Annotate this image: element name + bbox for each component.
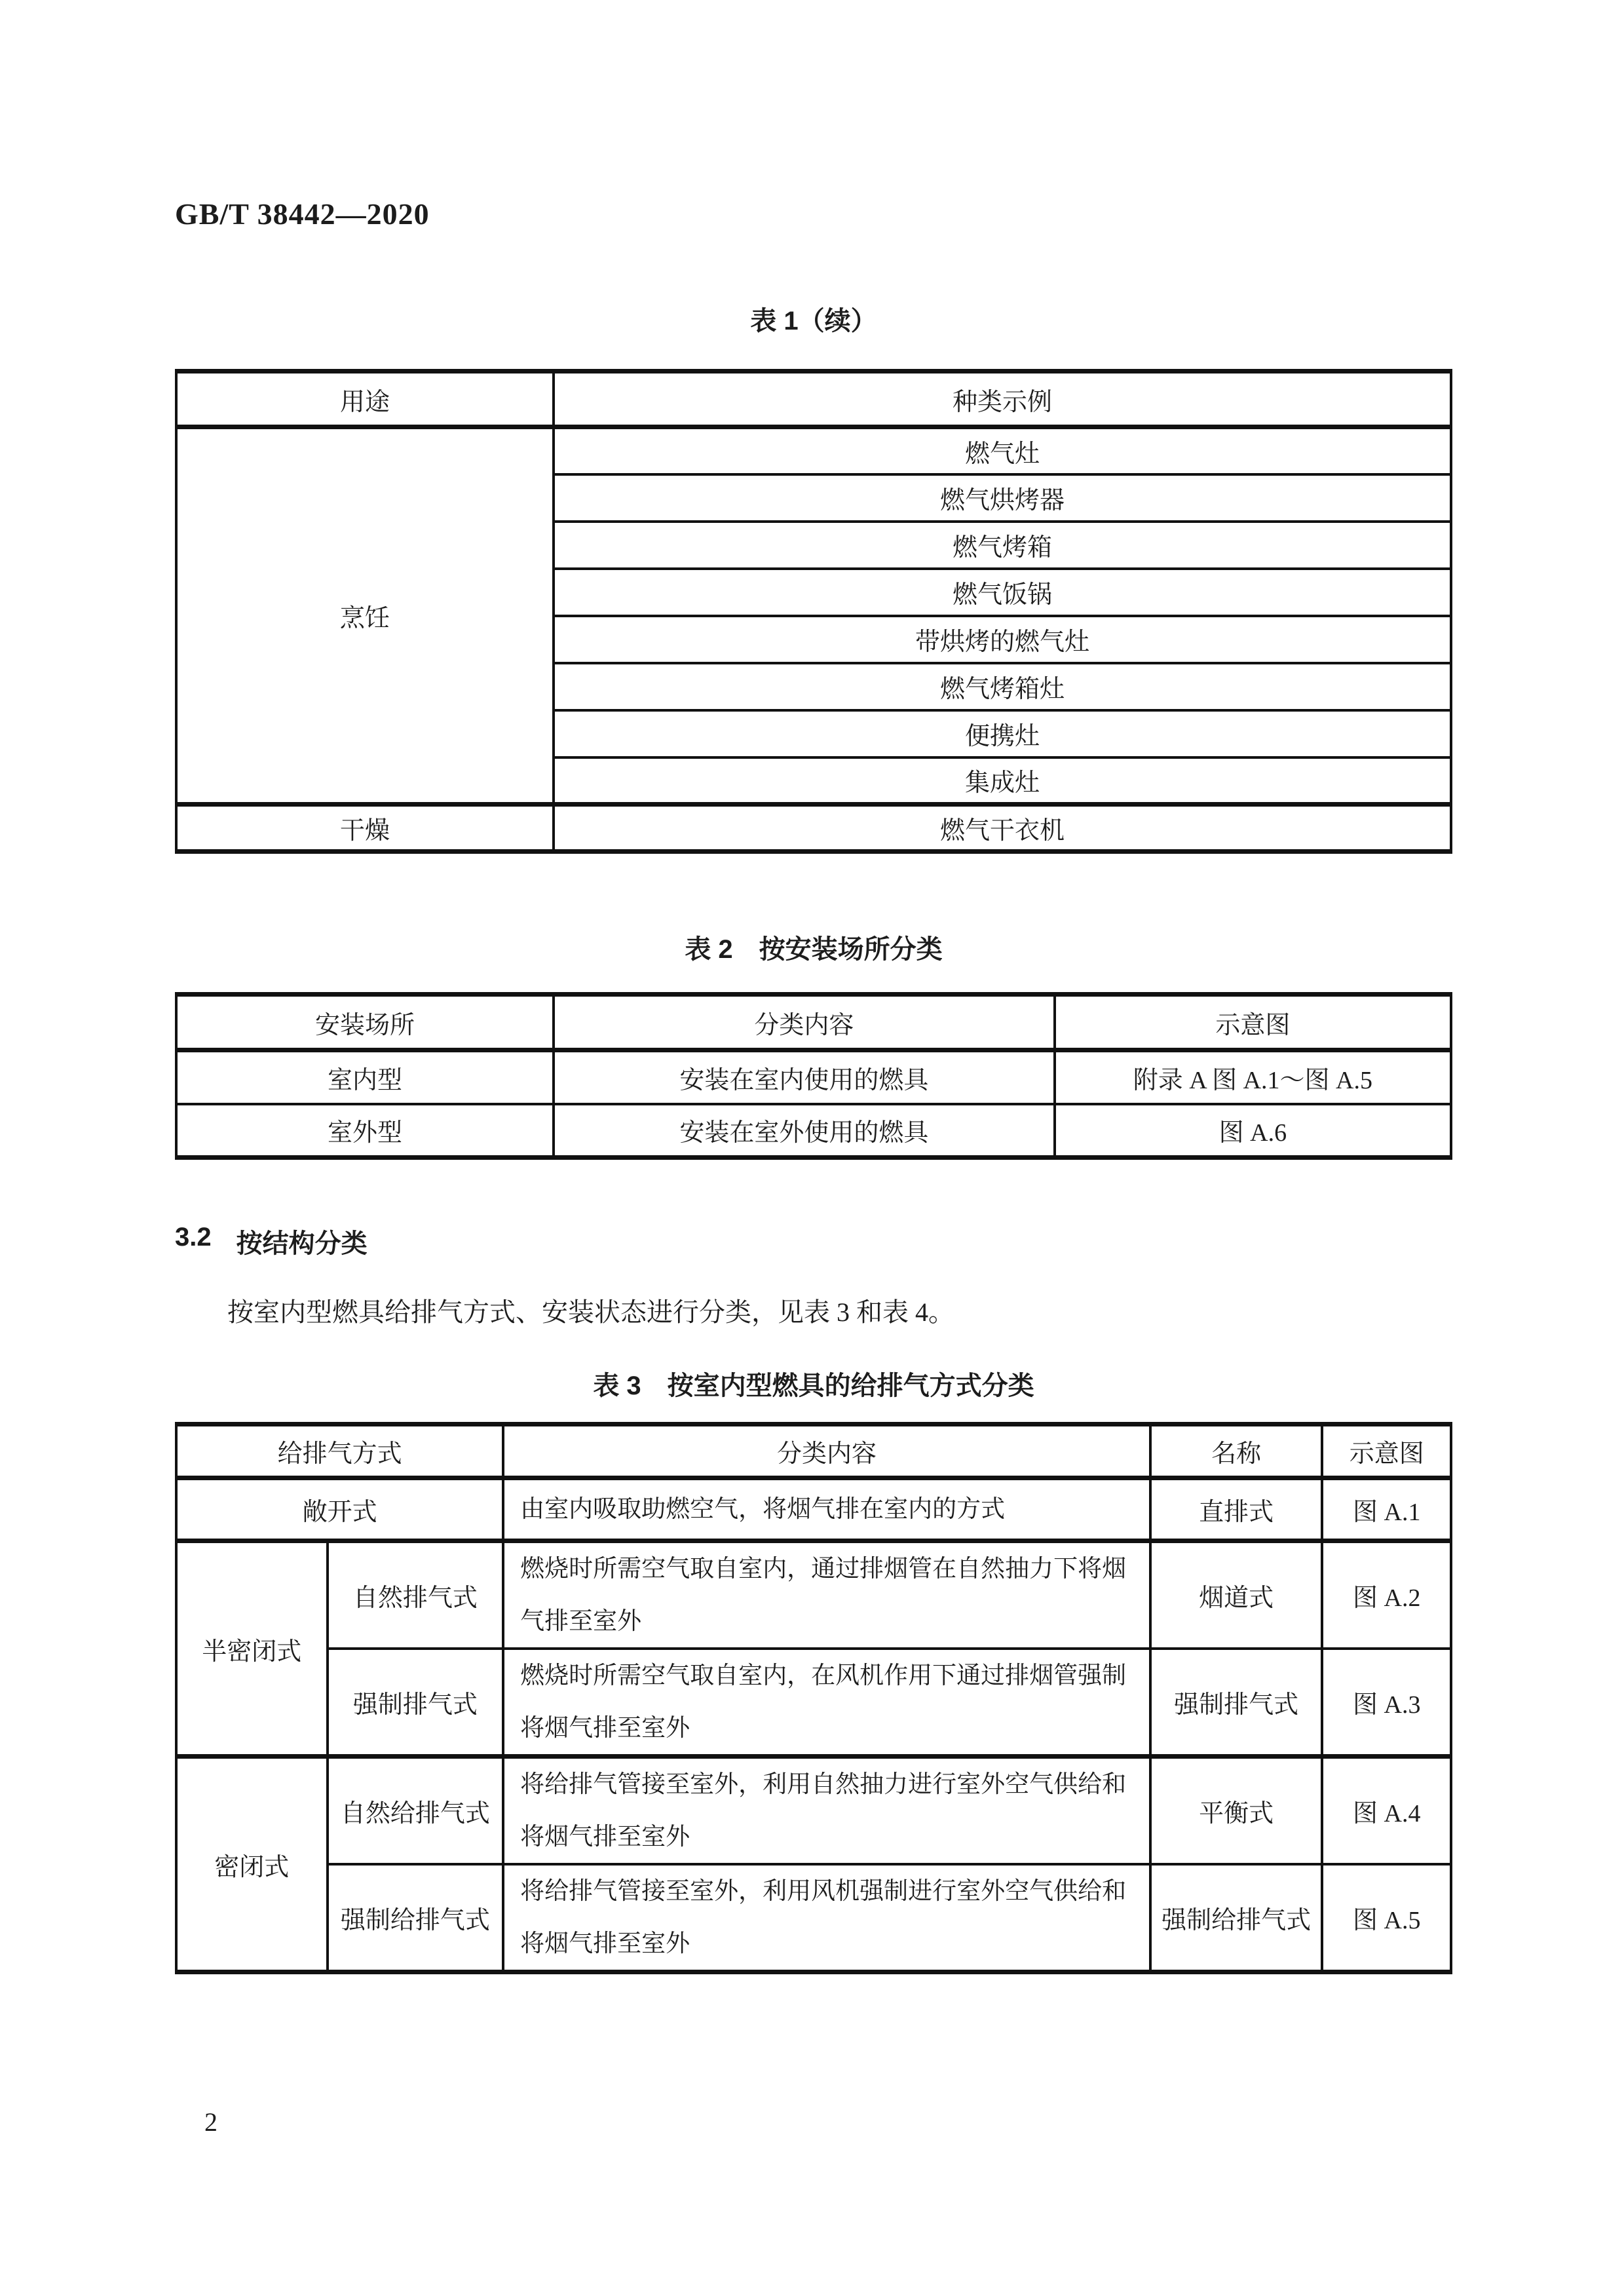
table-cell: 燃气烤箱灶 <box>554 663 1451 710</box>
table-cell-figure: 图 A.4 <box>1322 1757 1451 1865</box>
table-cell-group-label: 密闭式 <box>176 1757 328 1972</box>
table-cell-group-label: 烹饪 <box>176 427 554 805</box>
table-cell: 室外型 <box>176 1104 554 1158</box>
table-cell-name: 平衡式 <box>1150 1757 1323 1865</box>
table-cell-name: 强制排气式 <box>1150 1649 1323 1757</box>
table-cell-name: 烟道式 <box>1150 1541 1323 1649</box>
table-row <box>176 1050 1451 1104</box>
table-cell: 便携灶 <box>554 710 1451 757</box>
table-cell-mode: 强制给排气式 <box>328 1864 504 1972</box>
table-row <box>176 1649 1451 1757</box>
table-header-cell: 分类内容 <box>554 995 1055 1050</box>
section-number: 3.2 <box>175 1223 212 1252</box>
table-cell-name: 强制给排气式 <box>1150 1864 1323 1972</box>
table3-exhaust-classification <box>175 1422 1452 1974</box>
table-row <box>176 1478 1451 1541</box>
table2-installation-location <box>175 992 1452 1160</box>
table-cell: 燃气灶 <box>554 427 1451 474</box>
table-cell: 燃气烘烤器 <box>554 474 1451 522</box>
section-title: 按结构分类 <box>236 1229 368 1258</box>
table-row <box>176 372 1451 427</box>
table-cell-mode: 自然给排气式 <box>328 1757 504 1865</box>
table-row <box>176 427 1451 474</box>
table-cell: 室内型 <box>176 1050 554 1104</box>
table-row <box>176 995 1451 1050</box>
table-row <box>176 1425 1451 1478</box>
table-header-cell: 名称 <box>1150 1425 1323 1478</box>
table-cell-content: 由室内吸取助燃空气，将烟气排在室内的方式 <box>503 1478 1150 1541</box>
table-row <box>176 805 1451 852</box>
table-cell-figure: 图 A.3 <box>1322 1649 1451 1757</box>
table-cell: 安装在室外使用的燃具 <box>554 1104 1055 1158</box>
table-cell-mode: 自然排气式 <box>328 1541 504 1649</box>
table-cell: 附录 A 图 A.1～图 A.5 <box>1055 1050 1451 1104</box>
table-cell-content: 燃烧时所需空气取自室内，在风机作用下通过排烟管强制将烟气排至室外 <box>503 1649 1150 1757</box>
standard-number-header: GB/T 38442—2020 <box>175 197 430 231</box>
table-cell-figure: 图 A.1 <box>1322 1478 1451 1541</box>
table2-caption: 表 2 按安装场所分类 <box>685 935 943 964</box>
table-header-cell: 种类示例 <box>554 372 1451 427</box>
table-header-cell: 分类内容 <box>503 1425 1150 1478</box>
table-cell: 燃气烤箱 <box>554 522 1451 569</box>
table-cell: 带烘烤的燃气灶 <box>554 616 1451 663</box>
table-header-cell: 用途 <box>176 372 554 427</box>
table-cell: 安装在室内使用的燃具 <box>554 1050 1055 1104</box>
table-row <box>176 1541 1451 1649</box>
table-cell-mode: 敞开式 <box>176 1478 503 1541</box>
table-cell-mode: 强制排气式 <box>328 1649 504 1757</box>
table-cell-group-label: 干燥 <box>176 805 554 852</box>
section-heading-3-2 <box>175 1223 1452 1260</box>
table-cell-figure: 图 A.5 <box>1322 1864 1451 1972</box>
table1-caption: 表 1（续） <box>750 307 877 335</box>
table-cell-group-label: 半密闭式 <box>176 1541 328 1757</box>
table-cell-content: 将给排气管接至室外，利用自然抽力进行室外空气供给和将烟气排至室外 <box>503 1757 1150 1865</box>
table-cell: 集成灶 <box>554 757 1451 805</box>
table-row <box>176 1104 1451 1158</box>
table-cell: 燃气干衣机 <box>554 805 1451 852</box>
table-cell-content: 燃烧时所需空气取自室内，通过排烟管在自然抽力下将烟气排至室外 <box>503 1541 1150 1649</box>
table-cell-name: 直排式 <box>1150 1478 1323 1541</box>
table-header-cell: 安装场所 <box>176 995 554 1050</box>
table-cell: 图 A.6 <box>1055 1104 1451 1158</box>
body-paragraph: 按室内型燃具给排气方式、安装状态进行分类，见表 3 和表 4。 <box>227 1297 954 1327</box>
table-row <box>176 1757 1451 1865</box>
table-header-cell: 示意图 <box>1055 995 1451 1050</box>
table-header-cell: 示意图 <box>1322 1425 1451 1478</box>
table3-caption: 表 3 按室内型燃具的给排气方式分类 <box>593 1371 1034 1400</box>
table-header-cell: 给排气方式 <box>176 1425 503 1478</box>
page-number: 2 <box>204 2107 217 2137</box>
table-cell: 燃气饭锅 <box>554 569 1451 616</box>
table-row <box>176 1864 1451 1972</box>
table1-usage-examples <box>175 369 1452 854</box>
table-cell-figure: 图 A.2 <box>1322 1541 1451 1649</box>
table-cell-content: 将给排气管接至室外，利用风机强制进行室外空气供给和将烟气排至室外 <box>503 1864 1150 1972</box>
